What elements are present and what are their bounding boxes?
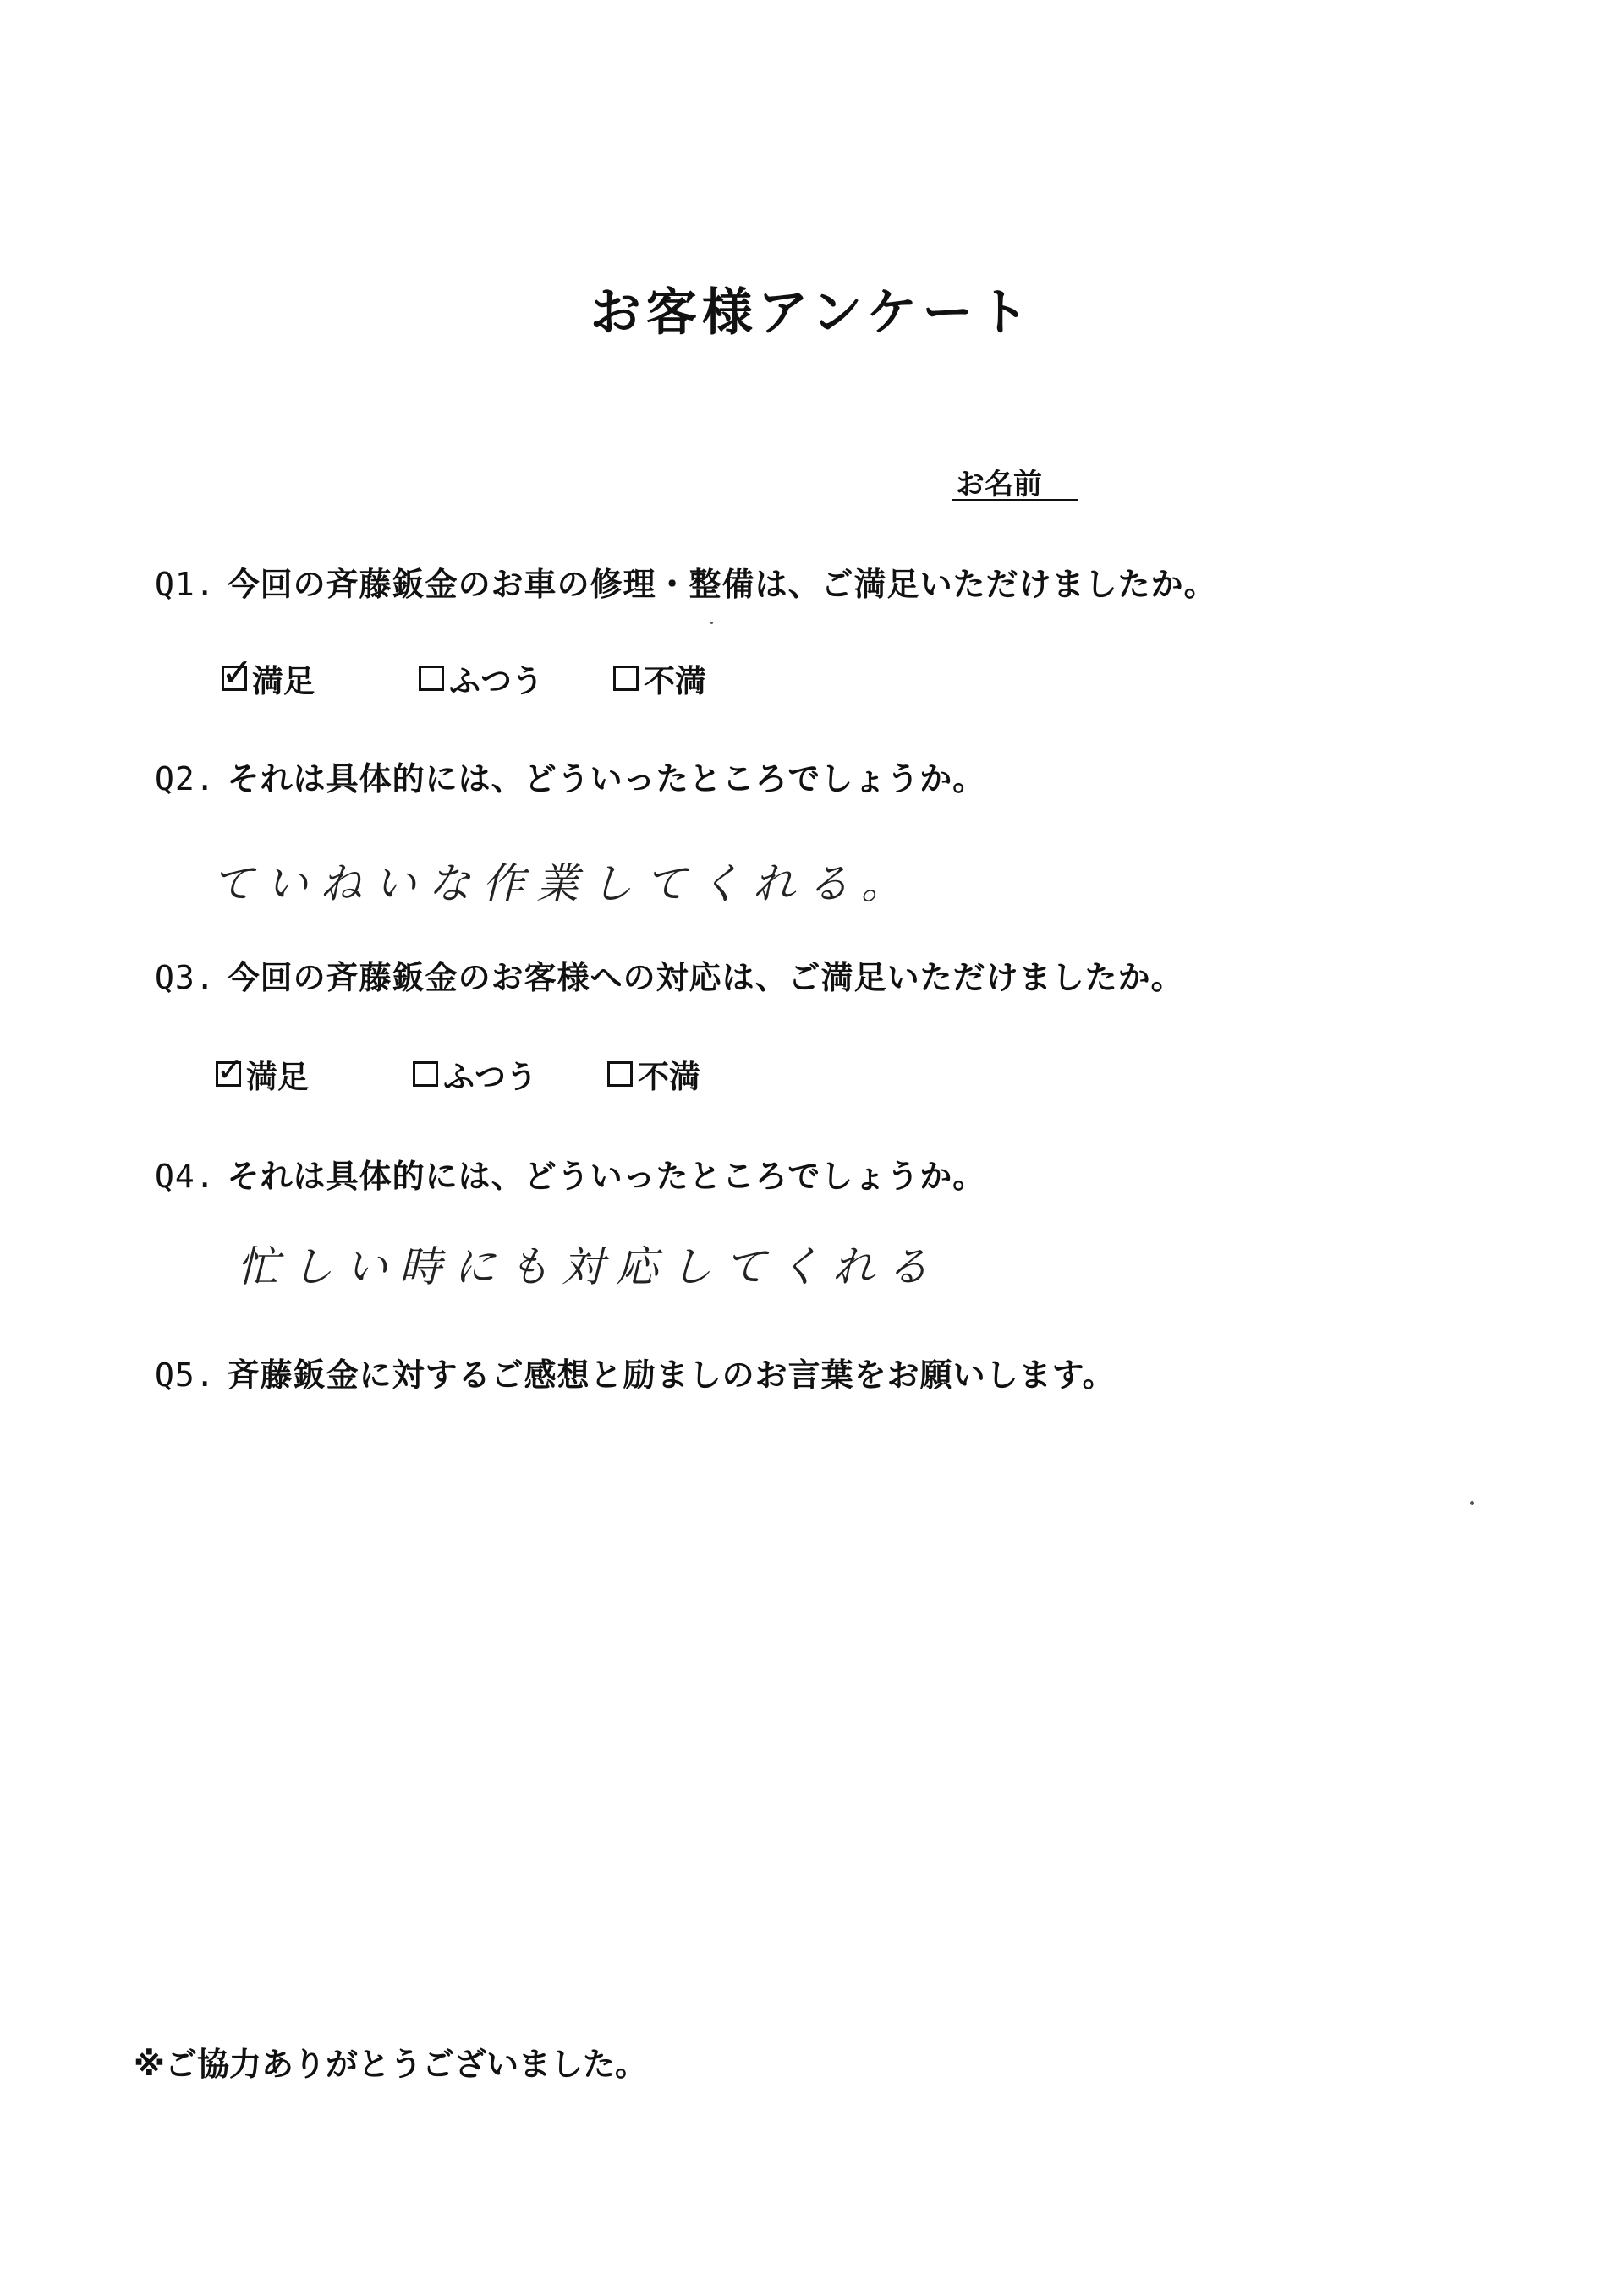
checkbox[interactable] (613, 666, 639, 691)
handwritten-answer-4: 忙しい時にも対応してくれる (237, 1242, 941, 1291)
question-1 (155, 558, 1217, 605)
q1-option-satisfied[interactable] (221, 649, 315, 701)
question-number: Q3. (155, 959, 216, 996)
question-number: Q2. (155, 760, 216, 797)
checkmark-icon: ✓ (217, 1051, 244, 1088)
question-2 (155, 753, 985, 799)
checkbox[interactable] (221, 649, 254, 695)
option-label: 不満 (644, 663, 706, 699)
checkbox[interactable] (419, 666, 444, 691)
question-number: Q4. (155, 1158, 216, 1195)
question-text: それは具体的には、どういったところでしょうか。 (227, 760, 986, 797)
question-number: Q5. (155, 1356, 216, 1394)
option-label: 不満 (638, 1059, 700, 1095)
checkbox[interactable] (413, 1061, 438, 1087)
q3-option-neutral[interactable] (413, 1051, 537, 1097)
q1-option-neutral[interactable] (419, 655, 543, 701)
question-number: Q1. (155, 566, 216, 603)
question-text: 今回の斉藤鈑金のお客様への対応は、ご満足いただけましたか。 (227, 959, 1184, 996)
question-text: それは具体的には、どういったところでしょうか。 (227, 1158, 986, 1195)
q1-option-dissatisfied[interactable] (613, 655, 706, 701)
question-4 (155, 1150, 985, 1197)
handwritten-answer-2: ていねいな作業してくれる。 (211, 859, 915, 908)
question-text: 今回の斉藤鈑金のお車の修理・整備は、ご満足いただけましたか。 (227, 566, 1217, 603)
scan-speck (1470, 1501, 1474, 1505)
option-label: ふつう (443, 1059, 537, 1095)
q3-option-satisfied[interactable] (216, 1051, 309, 1097)
option-label: 満足 (246, 1059, 309, 1095)
option-label: ふつう (449, 663, 543, 699)
q3-option-dissatisfied[interactable] (607, 1051, 700, 1097)
option-label: 満足 (252, 663, 315, 699)
checkbox[interactable] (216, 1051, 244, 1088)
question-text: 斉藤鈑金に対するご感想と励ましのお言葉をお願いします。 (227, 1356, 1116, 1394)
scan-speck (710, 622, 713, 624)
checkmark-icon: ✓ (221, 649, 254, 695)
name-underline (952, 499, 1078, 501)
name-label: お名前 (956, 468, 1042, 501)
footer-thanks: ※ご協力ありがとうございました。 (134, 2046, 647, 2083)
question-3 (155, 951, 1184, 998)
question-5 (155, 1349, 1116, 1395)
form-title: お客様アンケート (590, 283, 1034, 342)
checkbox[interactable] (607, 1061, 633, 1087)
